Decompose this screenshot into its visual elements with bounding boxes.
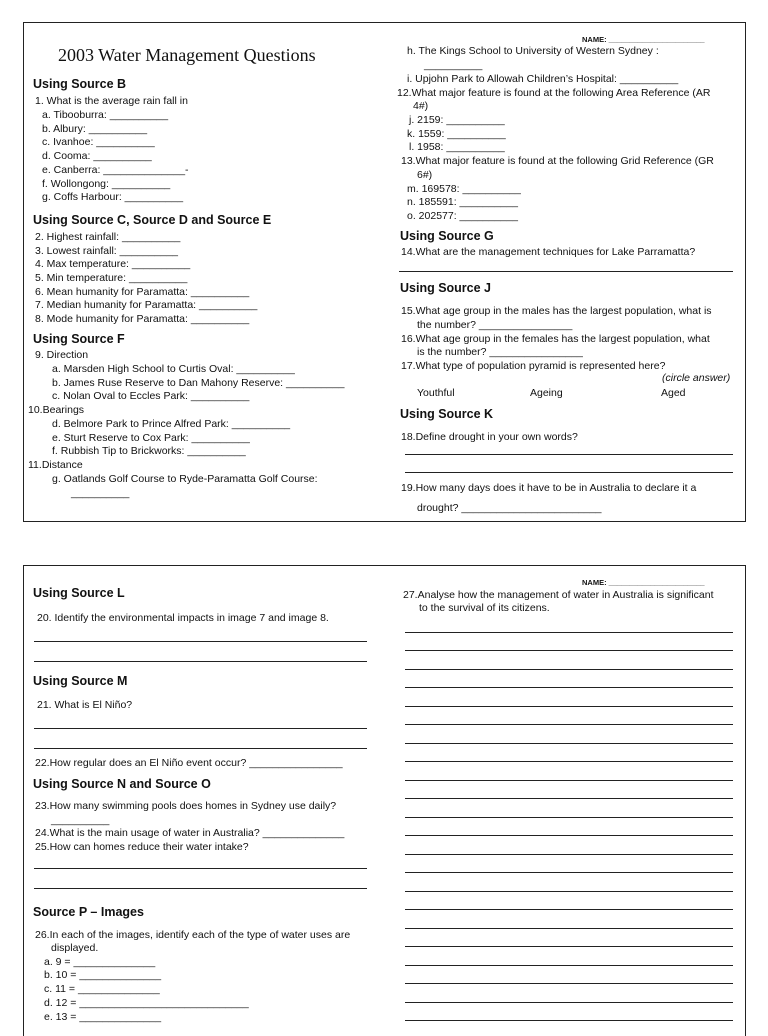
question-text: i. Upjohn Park to Allowah Children’s Hospital: __________ xyxy=(407,73,679,85)
question-text: 6#) xyxy=(417,169,433,181)
question-text: c. Nolan Oval to Eccles Park: __________ xyxy=(52,390,250,402)
answer-line[interactable] xyxy=(34,748,367,749)
answer-line[interactable] xyxy=(34,728,367,729)
question-text: j. 2159: __________ xyxy=(409,114,505,126)
section-heading: Using Source J xyxy=(400,281,491,295)
question-text: 6. Mean humanity for Paramatta: __________ xyxy=(35,286,250,298)
question-text: 10.Bearings xyxy=(28,404,85,416)
answer-line[interactable] xyxy=(405,891,733,892)
question-text: 24.What is the main usage of water in Australia? ______________ xyxy=(35,827,345,839)
question-text: drought? ________________________ xyxy=(417,502,602,514)
question-text: __________ xyxy=(51,814,110,826)
answer-line[interactable] xyxy=(405,706,733,707)
question-text: g. Oatlands Golf Course to Ryde-Paramatta Golf Course: xyxy=(52,473,318,485)
question-text: 15.What age group in the males has the largest population, what is xyxy=(401,305,712,317)
answer-line[interactable] xyxy=(405,454,733,455)
answer-line[interactable] xyxy=(405,817,733,818)
section-heading: Using Source F xyxy=(33,332,125,346)
answer-line[interactable] xyxy=(34,868,367,869)
question-text: 11.Distance xyxy=(28,459,83,471)
question-text: 5. Min temperature: __________ xyxy=(35,272,188,284)
question-text: n. 185591: __________ xyxy=(407,196,518,208)
question-text: e. Sturt Reserve to Cox Park: __________ xyxy=(52,432,250,444)
answer-line[interactable] xyxy=(399,271,733,272)
answer-line[interactable] xyxy=(34,888,367,889)
answer-line[interactable] xyxy=(405,724,733,725)
question-text: e. Canberra: ______________- xyxy=(42,164,189,176)
section-heading: Using Source B xyxy=(33,77,127,91)
question-text: 4#) xyxy=(413,100,429,112)
question-text: d. 12 = _____________________________ xyxy=(44,997,249,1009)
question-text: k. 1559: __________ xyxy=(407,128,506,140)
answer-line[interactable] xyxy=(405,928,733,929)
question-text: 16.What age group in the females has the largest population, what xyxy=(401,333,710,345)
answer-line[interactable] xyxy=(405,687,733,688)
question-text: 19.How many days does it have to be in Australia to declare it a xyxy=(401,482,697,494)
question-text: 17.What type of population pyramid is represented here? xyxy=(401,360,666,372)
section-heading: Using Source C, Source D and Source E xyxy=(33,213,272,227)
section-heading: Using Source M xyxy=(33,674,128,688)
question-text: Aged xyxy=(661,387,686,399)
question-text: 12.What major feature is found at the following Area Reference (AR xyxy=(397,87,711,99)
section-heading: Using Source L xyxy=(33,586,125,600)
question-text: b. 10 = ______________ xyxy=(44,969,162,981)
answer-line[interactable] xyxy=(405,780,733,781)
question-text: 21. What is El Niño? xyxy=(37,699,133,711)
answer-line[interactable] xyxy=(34,641,367,642)
answer-line[interactable] xyxy=(405,946,733,947)
question-text: Youthful xyxy=(417,387,455,399)
question-text: 7. Median humanity for Paramatta: __________ xyxy=(35,299,258,311)
question-text: f. Wollongong: __________ xyxy=(42,178,171,190)
question-text: 13.What major feature is found at the following Grid Reference (GR xyxy=(401,155,714,167)
section-heading: Using Source G xyxy=(400,229,494,243)
question-text: 14.What are the management techniques for Lake Parramatta? xyxy=(401,246,696,258)
question-text: 20. Identify the environmental impacts in image 7 and image 8. xyxy=(37,612,329,624)
question-text: 22.How regular does an El Niño event occur? ________________ xyxy=(35,757,343,769)
question-text: f. Rubbish Tip to Brickworks: __________ xyxy=(52,445,246,457)
question-text: 25.How can homes reduce their water intake? xyxy=(35,841,249,853)
answer-line[interactable] xyxy=(405,669,733,670)
answer-line[interactable] xyxy=(405,835,733,836)
worksheet-page-2 xyxy=(23,565,746,1036)
answer-line[interactable] xyxy=(405,854,733,855)
question-text: 18.Define drought in your own words? xyxy=(401,431,578,443)
question-text: g. Coffs Harbour: __________ xyxy=(42,191,184,203)
question-text: a. 9 = ______________ xyxy=(44,956,156,968)
question-text: __________ xyxy=(424,59,483,71)
question-text: d. Cooma: __________ xyxy=(42,150,152,162)
answer-line[interactable] xyxy=(405,743,733,744)
question-text: c. 11 = ______________ xyxy=(44,983,160,995)
answer-line[interactable] xyxy=(405,761,733,762)
question-text: b. Albury: __________ xyxy=(42,123,148,135)
name-field[interactable]: NAME: _______________________ xyxy=(582,35,705,44)
question-text: Ageing xyxy=(530,387,563,399)
question-text: to the survival of its citizens. xyxy=(419,602,550,614)
question-text: a. Tibooburra: __________ xyxy=(42,109,169,121)
answer-line[interactable] xyxy=(405,632,733,633)
question-text: (circle answer) xyxy=(662,372,731,384)
question-text: o. 202577: __________ xyxy=(407,210,518,222)
answer-line[interactable] xyxy=(34,661,367,662)
question-text: displayed. xyxy=(51,942,99,954)
question-text: __________ xyxy=(71,487,130,499)
question-text: c. Ivanhoe: __________ xyxy=(42,136,155,148)
question-text: 3. Lowest rainfall: __________ xyxy=(35,245,179,257)
question-text: b. James Ruse Reserve to Dan Mahony Reserve: __________ xyxy=(52,377,345,389)
answer-line[interactable] xyxy=(405,1002,733,1003)
question-text: h. The Kings School to University of Western Sydney : xyxy=(407,45,659,57)
section-heading: Using Source K xyxy=(400,407,494,421)
question-text: 2. Highest rainfall: __________ xyxy=(35,231,181,243)
worksheet-title: 2003 Water Management Questions xyxy=(58,45,316,65)
question-text: 27.Analyse how the management of water in Australia is significant xyxy=(403,589,714,601)
answer-line[interactable] xyxy=(405,798,733,799)
answer-line[interactable] xyxy=(405,650,733,651)
worksheet-page-1 xyxy=(23,22,746,522)
answer-line[interactable] xyxy=(405,965,733,966)
name-field-page-2[interactable]: NAME: _______________________ xyxy=(582,578,705,587)
question-text: l. 1958: __________ xyxy=(409,141,505,153)
answer-line[interactable] xyxy=(405,472,733,473)
answer-line[interactable] xyxy=(405,909,733,910)
question-text: 8. Mode humanity for Paramatta: __________ xyxy=(35,313,250,325)
answer-line[interactable] xyxy=(405,983,733,984)
question-text: 26.In each of the images, identify each of the type of water uses are xyxy=(35,929,351,941)
answer-line[interactable] xyxy=(405,1020,733,1021)
question-text: 9. Direction xyxy=(35,349,89,361)
question-text: 1. What is the average rain fall in xyxy=(35,95,188,107)
section-heading: Source P – Images xyxy=(33,905,144,919)
question-text: m. 169578: __________ xyxy=(407,183,521,195)
question-text: is the number? ________________ xyxy=(417,346,583,358)
answer-line[interactable] xyxy=(405,872,733,873)
question-text: d. Belmore Park to Prince Alfred Park: __________ xyxy=(52,418,291,430)
question-text: 23.How many swimming pools does homes in Sydney use daily? xyxy=(35,800,337,812)
question-text: a. Marsden High School to Curtis Oval: __________ xyxy=(52,363,295,375)
question-text: the number? ________________ xyxy=(417,319,573,331)
question-text: e. 13 = ______________ xyxy=(44,1011,162,1023)
question-text: 4. Max temperature: __________ xyxy=(35,258,191,270)
section-heading: Using Source N and Source O xyxy=(33,777,211,791)
